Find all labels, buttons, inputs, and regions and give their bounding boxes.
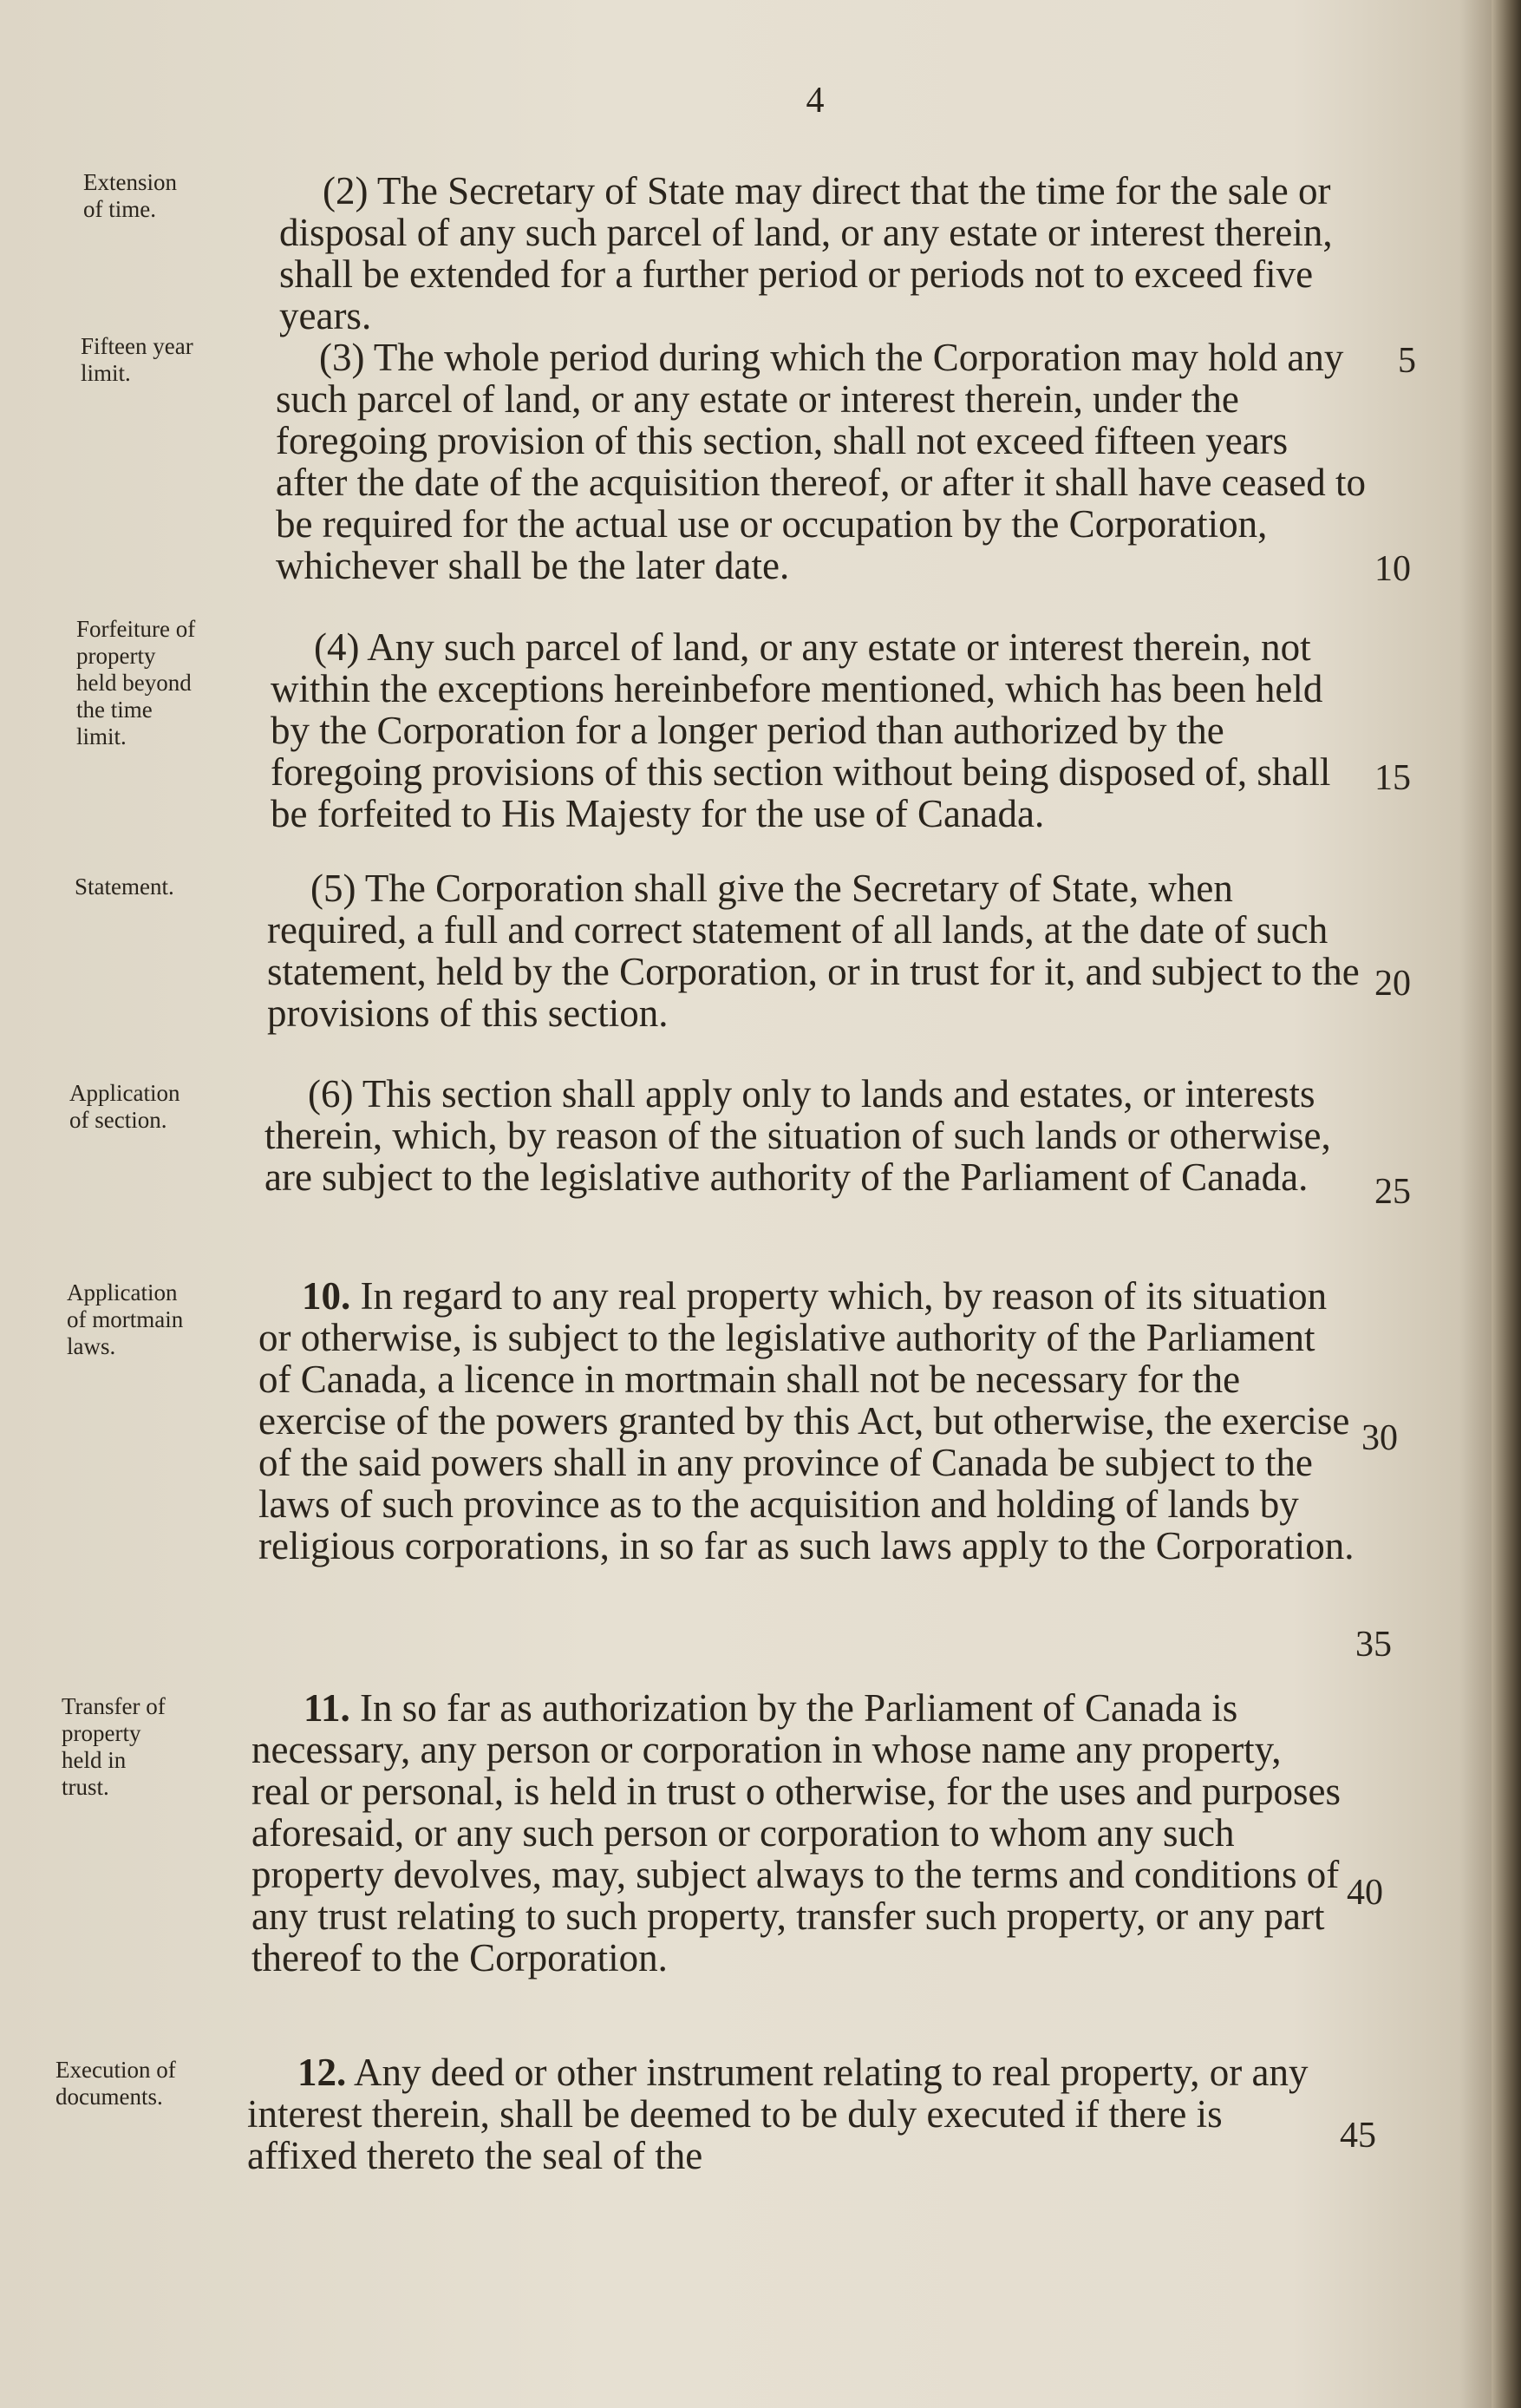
section-12 — [247, 2051, 1341, 2176]
margin-note-statement: Statement. — [75, 874, 174, 900]
line-number: 20 — [1374, 964, 1411, 1004]
margin-note-fifteen-year: Fifteen year limit. — [81, 333, 193, 386]
line-number: 40 — [1347, 1873, 1383, 1913]
line-number: 25 — [1374, 1172, 1411, 1212]
line-number: 15 — [1374, 758, 1411, 798]
paragraph-2 — [279, 170, 1367, 337]
paragraph-5 — [267, 867, 1361, 1034]
section-number: 12. — [297, 2051, 347, 2094]
book-binding-edge — [1492, 0, 1521, 2408]
section-11 — [251, 1687, 1346, 1979]
paragraph-3 — [276, 337, 1367, 586]
margin-note-forfeiture: Forfeiture of property held beyond the time limit. — [76, 616, 196, 749]
line-number: 10 — [1374, 549, 1411, 589]
margin-note-application-section: Application of section. — [69, 1080, 180, 1133]
paragraph-6 — [264, 1073, 1359, 1198]
margin-note-mortmain: Application of mortmain laws. — [67, 1279, 184, 1359]
paragraph-4 — [271, 626, 1365, 834]
line-number: 45 — [1340, 2116, 1376, 2156]
paragraph-text: (2) The Secretary of State may direct that the time for the sale or disposal of any such parcel of land, or any estate or interest therein, shall be extended for a further period or periods not to exceed five years. — [279, 169, 1333, 337]
paragraph-text: Any deed or other instrument relating to real property, or any interest therein, shall be deemed to be duly executed if there is affixed thereto the seal of the — [247, 2051, 1309, 2177]
section-number: 10. — [302, 1274, 351, 1318]
section-number: 11. — [304, 1686, 350, 1730]
paragraph-text: (4) Any such parcel of land, or any estate or interest therein, not within the exceptions hereinbefore mentioned, which has been held by the Corporation for a longer period than authorized by the foregoing provisions of this section without being disposed of, shall be forfeited to His Majesty for the use of Canada. — [271, 625, 1331, 835]
paragraph-text: In so far as authorization by the Parliament of Canada is necessary, any person or corporation in whose name any property, real or personal, is held in trust o otherwise, for the uses and purposes aforesaid, or any such person or corporation to whom any such property devolves, may, subject always to the terms and conditions of any trust relating to such property, transfer such property, or any part thereof to the Corporation. — [251, 1686, 1341, 1979]
paragraph-text: In regard to any real property which, by reason of its situation or otherwise, is subject to the legislative authority of the Parliament of Canada, a licence in mortmain shall not be necessary for the exercise of the powers granted by this Act, but otherwise, the exercise of the said powers shall in any province of Canada be subject to the laws of such province as to the acquisition and holding of lands by religious corporations, in so far as such laws apply to the Corporation. — [258, 1274, 1355, 1567]
line-number: 35 — [1355, 1625, 1392, 1665]
paragraph-text: (6) This section shall apply only to lands and estates, or interests therein, which, by reason of the situation of such lands or otherwise, are subject to the legislative authority of the Parliament of Canada. — [264, 1072, 1331, 1199]
line-number: 5 — [1398, 341, 1416, 381]
line-number: 30 — [1361, 1418, 1398, 1458]
section-10 — [258, 1275, 1355, 1567]
paragraph-text: (5) The Corporation shall give the Secretary of State, when required, a full and correct statement of all lands, at the date of such statement, held by the Corporation, or in trust for it, and subject to the provisions of this section. — [267, 867, 1360, 1035]
margin-note-execution: Execution of documents. — [55, 2057, 176, 2110]
margin-note-extension: Extension of time. — [83, 169, 177, 222]
paragraph-text: (3) The whole period during which the Corporation may hold any such parcel of land, or any estate or interest therein, under the foregoing provision of this section, shall not exceed fifteen years after the date of the acquisition thereof, or after it shall have ceased to be required for the actual use or occupation by the Corporation, whichever shall be the later date. — [276, 336, 1366, 587]
margin-note-transfer: Transfer of property held in trust. — [62, 1693, 166, 1800]
page-number: 4 — [806, 81, 825, 121]
